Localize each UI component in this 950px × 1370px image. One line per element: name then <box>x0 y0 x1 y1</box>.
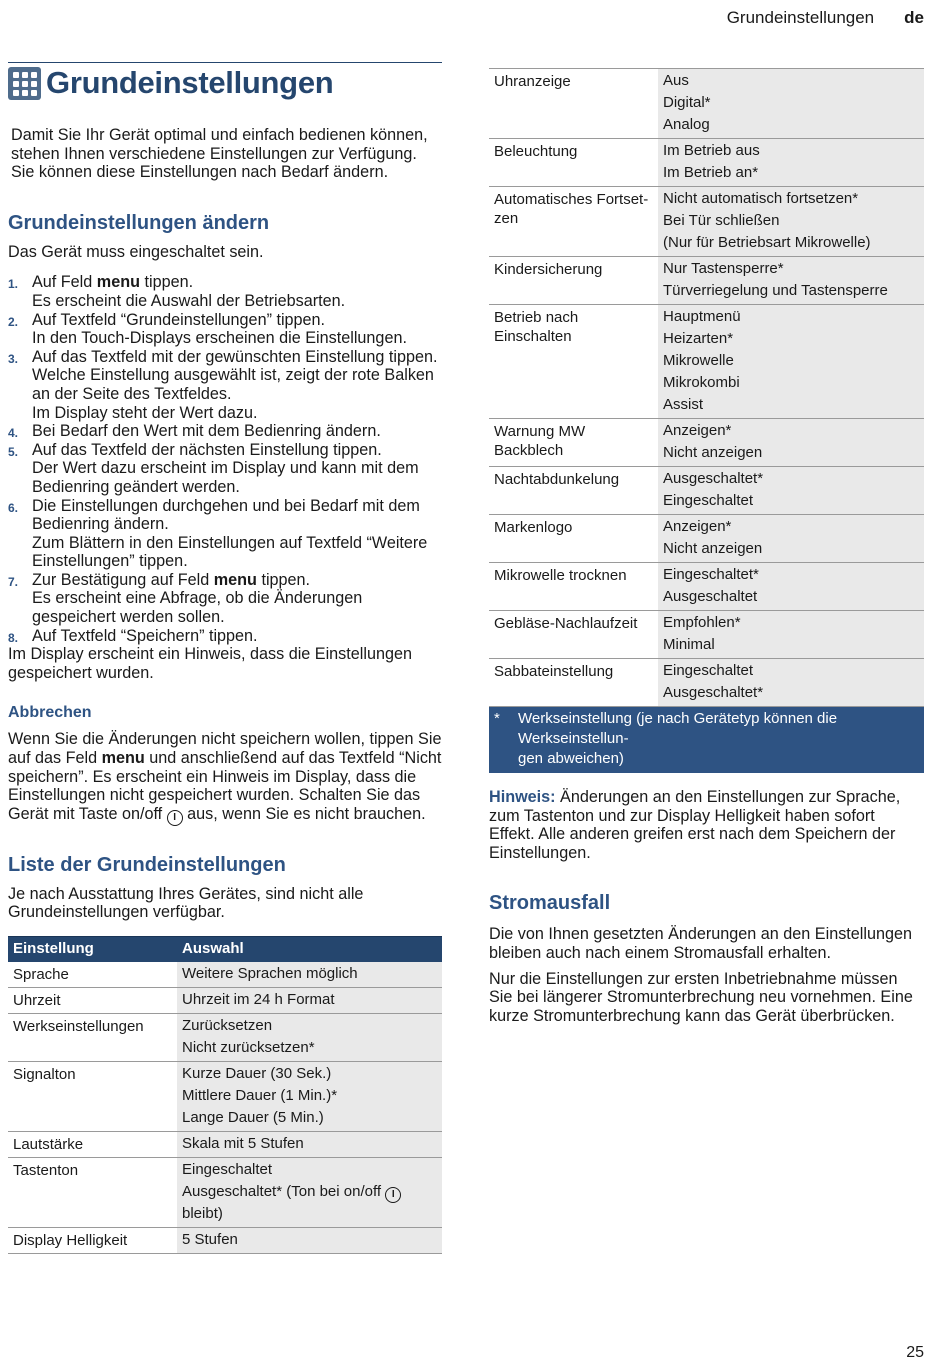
left-column <box>8 62 442 1254</box>
settings-row <box>8 1014 442 1062</box>
setting-name: Kindersicherung <box>494 261 603 278</box>
setting-option: Nicht anzeigen <box>663 540 763 557</box>
change-heading: Grundeinstellungen ändern <box>8 211 270 234</box>
setting-name: Markenlogo <box>494 519 573 536</box>
setting-options <box>177 1062 442 1132</box>
setting-options <box>658 305 924 419</box>
settings-row <box>8 1062 442 1132</box>
step-item <box>8 311 442 348</box>
setting-name: Uhranzeige <box>494 73 571 90</box>
setting-option: Mikrowelle <box>663 352 734 369</box>
setting-option: Im Betrieb aus <box>663 142 760 159</box>
step-number: 2. <box>8 314 19 329</box>
setting-option: Aus <box>663 72 689 89</box>
setting-name: Werkseinstellungen <box>13 1018 144 1035</box>
step-number: 8. <box>8 630 19 645</box>
step-detail: Der Wert dazu erscheint im Display und kann mit dem Bedienring geändert werden. <box>32 459 419 496</box>
setting-option: Mittlere Dauer (1 Min.)* <box>182 1087 338 1104</box>
setting-option: Digital* <box>663 94 711 111</box>
step-number: 5. <box>8 444 19 459</box>
stromausfall-heading: Stromausfall <box>489 892 611 915</box>
settings-table-right <box>489 68 924 707</box>
settings-row <box>489 139 924 187</box>
setting-option: (Nur für Betriebsart Mikrowelle) <box>663 234 871 251</box>
setting-options <box>658 563 924 611</box>
step-detail: Welche Einstellung ausgewählt ist, zeigt der rote Balken an der Seite des Textfeldes. <box>32 366 434 403</box>
on-off-icon: I <box>167 810 183 826</box>
step-text: Auf Textfeld “Speichern” tippen. <box>32 626 258 645</box>
setting-option: Uhrzeit im 24 h Format <box>182 991 335 1008</box>
header-section-title: Grundeinstellungen <box>726 8 875 27</box>
step-item <box>8 497 442 571</box>
setting-name: Display Helligkeit <box>13 1232 128 1249</box>
setting-options <box>658 659 924 707</box>
setting-options <box>177 988 442 1014</box>
abbrechen-heading: Abbrechen <box>8 704 92 722</box>
settings-row <box>489 305 924 419</box>
step-number: 6. <box>8 500 19 515</box>
setting-option: Ausgeschaltet* <box>663 470 764 487</box>
settings-row <box>489 467 924 515</box>
abbrechen-text: Wenn Sie die Änderungen nicht speichern wollen, tippen Sie auf das Feld menu und anschließend auf das Textfeld “Nicht speichern”. Es erscheint ein Hinweis im Display, dass die Einstellungen nicht gespeichert wurden. Schalten Sie das Gerät mit Taste on/off I aus, wenn Sie es nicht brauchen. <box>8 730 442 825</box>
col-header-choice: Auswahl <box>177 937 442 963</box>
setting-options <box>658 139 924 187</box>
header-language: de <box>904 8 924 27</box>
setting-options <box>658 257 924 305</box>
page-header <box>727 8 924 28</box>
grid-settings-icon <box>8 67 41 100</box>
setting-option: Analog <box>663 116 710 133</box>
setting-options <box>658 611 924 659</box>
stromausfall-text-1: Die von Ihnen gesetzten Änderungen an den Einstellungen bleiben auch nach einem Stromausfall erhalten. <box>489 925 912 962</box>
step-item <box>8 571 442 627</box>
setting-name: Beleuchtung <box>494 143 578 160</box>
setting-options <box>658 515 924 563</box>
setting-option: Nicht automatisch fortsetzen* <box>663 190 859 207</box>
setting-options <box>177 1228 442 1254</box>
list-intro: Je nach Ausstattung Ihres Gerätes, sind nicht alle Grundeinstellungen verfügbar. <box>8 884 364 922</box>
setting-name: Tastenton <box>13 1162 79 1179</box>
settings-row <box>8 1228 442 1254</box>
setting-options <box>177 962 442 988</box>
step-detail: Zum Blättern in den Einstellungen auf Textfeld “Weitere Einstellungen” tippen. <box>32 533 428 571</box>
settings-row <box>489 69 924 139</box>
settings-row <box>489 419 924 467</box>
step-item <box>8 422 442 441</box>
setting-option: Anzeigen* <box>663 518 732 535</box>
step-text: Auf Feld menu tippen. <box>32 273 194 292</box>
settings-table-left <box>8 936 442 1254</box>
setting-option: Im Betrieb an* <box>663 164 759 181</box>
step-item <box>8 273 442 310</box>
step-item <box>8 627 442 646</box>
settings-row <box>489 563 924 611</box>
result-text: Im Display erscheint ein Hinweis, dass die Einstellungen gespeichert wurden. <box>8 645 412 682</box>
setting-option: Heizarten* <box>663 330 734 347</box>
setting-options <box>177 1014 442 1062</box>
setting-options <box>177 1158 442 1228</box>
setting-option: Hauptmenü <box>663 308 741 325</box>
step-text: Auf das Textfeld der nächsten Einstellung tippen. <box>32 440 382 459</box>
table-footnote <box>489 707 924 773</box>
setting-name: Mikrowelle trocknen <box>494 567 627 584</box>
setting-name: Nachtabdunkelung <box>494 471 620 488</box>
setting-options <box>658 187 924 257</box>
title-bar <box>8 62 442 101</box>
step-text: Auf Textfeld “Grundeinstellungen” tippen. <box>32 310 326 329</box>
setting-name: Sabbateinstellung <box>494 663 614 680</box>
settings-row <box>489 187 924 257</box>
setting-name: Uhrzeit <box>13 992 61 1009</box>
setting-option: Eingeschaltet <box>182 1161 273 1178</box>
setting-option: Türverriegelung und Tastensperre <box>663 282 888 299</box>
setting-options <box>658 69 924 139</box>
setting-option: Eingeschaltet <box>663 492 754 509</box>
settings-row <box>8 962 442 988</box>
intro-text: Damit Sie Ihr Gerät optimal und einfach bedienen können, stehen Ihnen verschiedene Einstellungen zur Verfügung. Sie können diese Einstellungen nach Bedarf ändern. <box>11 126 428 182</box>
step-detail: Im Display steht der Wert dazu. <box>32 403 258 422</box>
list-heading: Liste der Grundeinstellungen <box>8 853 286 876</box>
stromausfall-text-2: Nur die Einstellungen zur ersten Inbetriebnahme müssen Sie bei längerer Stromunterbrechung neu vornehmen. Eine kurze Stromunterbrechung kann das Gerät überbrücken. <box>489 969 913 1025</box>
settings-row <box>489 659 924 707</box>
setting-name: Signalton <box>13 1066 76 1083</box>
step-text: Bei Bedarf den Wert mit dem Bedienring ändern. <box>32 422 381 441</box>
page-title: Grundeinstellungen <box>46 65 334 100</box>
setting-option: 5 Stufen <box>182 1231 238 1248</box>
footnote-text: Werkseinstellung (je nach Gerätetyp können die Werkseinstellun- gen abweichen) <box>518 710 838 767</box>
setting-option: Ausgeschaltet <box>663 588 758 605</box>
setting-name: Betrieb nach Einschalten <box>494 309 579 345</box>
right-column <box>489 68 924 1025</box>
setting-option: Weitere Sprachen möglich <box>182 965 358 982</box>
precondition-text: Das Gerät muss eingeschaltet sein. <box>8 242 264 261</box>
step-number: 3. <box>8 351 19 366</box>
setting-name: Gebläse-Nachlaufzeit <box>494 615 638 632</box>
setting-options <box>658 419 924 467</box>
settings-row <box>489 515 924 563</box>
step-number: 4. <box>8 426 19 441</box>
setting-name: Warnung MW Backblech <box>494 423 586 459</box>
step-detail: Es erscheint die Auswahl der Betriebsarten. <box>32 291 346 310</box>
step-detail: In den Touch-Displays erscheinen die Einstellungen. <box>32 329 407 348</box>
setting-option: Eingeschaltet <box>663 662 754 679</box>
step-item <box>8 348 442 422</box>
on-off-icon: I <box>385 1187 401 1203</box>
setting-option: Nicht zurücksetzen* <box>182 1039 315 1056</box>
step-text: Auf das Textfeld mit der gewünschten Einstellung tippen. <box>32 347 438 366</box>
settings-row <box>8 988 442 1014</box>
col-header-setting: Einstellung <box>8 937 177 963</box>
settings-row <box>8 1158 442 1228</box>
setting-name: Sprache <box>13 966 69 983</box>
step-item <box>8 441 442 497</box>
setting-option: Ausgeschaltet* (Ton bei on/off I bleibt) <box>182 1181 438 1225</box>
setting-option: Empfohlen* <box>663 614 741 631</box>
setting-option: Kurze Dauer (30 Sek.) <box>182 1065 332 1082</box>
setting-option: Bei Tür schließen <box>663 212 780 229</box>
setting-options <box>177 1132 442 1158</box>
page-number: 25 <box>906 1344 924 1361</box>
step-text: Zur Bestätigung auf Feld menu tippen. <box>32 570 311 589</box>
step-number: 1. <box>8 277 19 292</box>
setting-option: Anzeigen* <box>663 422 732 439</box>
step-text: Die Einstellungen durchgehen und bei Bedarf mit dem Bedienring ändern. <box>32 496 420 534</box>
setting-option: Skala mit 5 Stufen <box>182 1135 304 1152</box>
setting-option: Mikrokombi <box>663 374 740 391</box>
setting-option: Minimal <box>663 636 715 653</box>
setting-options <box>658 467 924 515</box>
hinweis-note: Hinweis: Änderungen an den Einstellungen zur Sprache, zum Tastenton und zur Display Helligkeit haben sofort Effekt. Alle anderen greifen erst nach dem Speichern der Einstellungen. <box>489 788 901 862</box>
footnote-marker: * <box>494 710 500 727</box>
setting-name: Automatisches Fortset- zen <box>494 191 649 227</box>
setting-option: Nicht anzeigen <box>663 444 763 461</box>
steps-list <box>8 273 442 645</box>
step-detail: Es erscheint eine Abfrage, ob die Änderungen gespeichert werden sollen. <box>32 589 363 627</box>
setting-option: Assist <box>663 396 704 413</box>
setting-name: Lautstärke <box>13 1136 84 1153</box>
setting-option: Eingeschaltet* <box>663 566 759 583</box>
setting-option: Lange Dauer (5 Min.) <box>182 1109 324 1126</box>
setting-option: Zurücksetzen <box>182 1017 273 1034</box>
step-number: 7. <box>8 574 19 589</box>
setting-option: Nur Tastensperre* <box>663 260 784 277</box>
setting-option: Ausgeschaltet* <box>663 684 764 701</box>
settings-row <box>8 1132 442 1158</box>
settings-row <box>489 611 924 659</box>
settings-row <box>489 257 924 305</box>
